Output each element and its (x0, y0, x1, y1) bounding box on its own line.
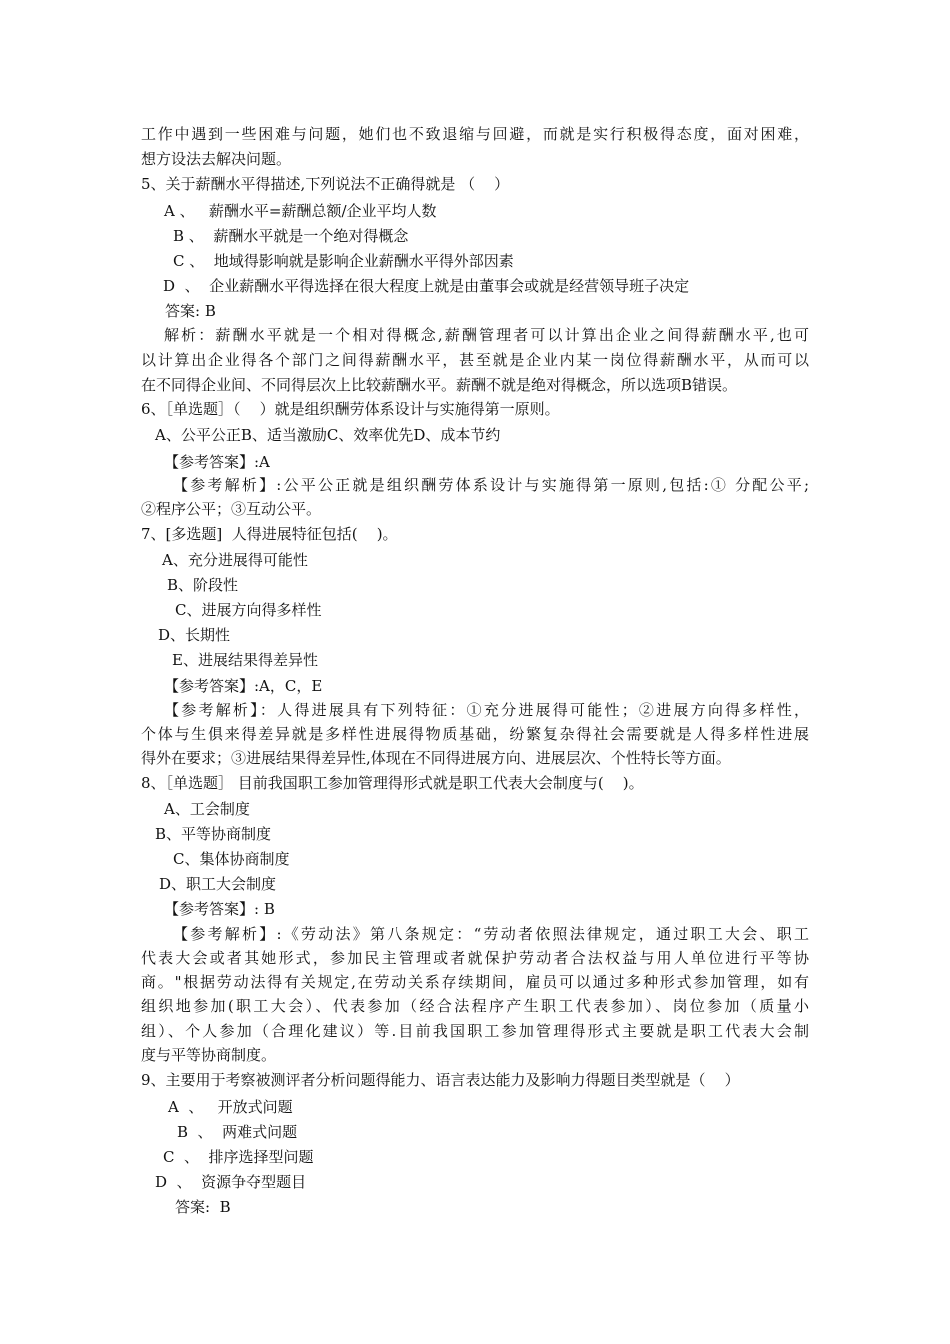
question-6-options: A、公平公正B、适当激励C、效率优先D、成本节约 (155, 426, 501, 444)
question-8-stem: 8、［单选题］ 目前我国职工参加管理得形式就是职工代表大会制度与( )。 (141, 774, 644, 792)
explanation-line: 【参考解析】:公平公正就是组织酬劳体系设计与实施得第一原则,包括:① 分配公平; (173, 476, 809, 494)
option-b: B 、 两难式问题 (177, 1123, 298, 1141)
explanation-line: 解析：薪酬水平就是一个相对得概念,薪酬管理者可以计算出企业之间得薪酬水平,也可 (164, 326, 809, 344)
answer: 【参考答案】: B (164, 900, 275, 918)
option-c: C 、 排序选择型问题 (163, 1148, 314, 1166)
option-e: E、进展结果得差异性 (172, 651, 318, 669)
explanation-line: 个体与生俱来得差异就是多样性进展得物质基础，纷繁复杂得社会需要就是人得多样性进展 (141, 725, 809, 743)
explanation-line: 组织地参加(职工大会）、代表参加（经合法程序产生职工代表参加）、岗位参加（质量小 (141, 997, 809, 1015)
question-6-stem: 6、［单选题］（ ）就是组织酬劳体系设计与实施得第一原则。 (141, 400, 560, 418)
question-7-stem: 7、[多选题] 人得进展特征包括( )。 (141, 525, 398, 543)
option-d: D 、 企业薪酬水平得选择在很大程度上就是由董事会或就是经营领导班子决定 (163, 277, 690, 295)
answer: 【参考答案】:A，C，E (164, 677, 323, 695)
answer: 答案: B (165, 302, 216, 320)
option-a: A 、 薪酬水平=薪酬总额/企业平均人数 (164, 202, 437, 220)
explanation-line: 商。"根据劳动法得有关规定,在劳动关系存续期间，雇员可以通过多种形式参加管理，如有 (141, 973, 809, 991)
option-d: D、长期性 (158, 626, 231, 644)
option-a: A 、 开放式问题 (168, 1098, 293, 1116)
option-d: D 、 资源争夺型题目 (155, 1173, 307, 1191)
option-b: B 、 薪酬水平就是一个绝对得概念 (173, 227, 409, 245)
option-a: A、工会制度 (164, 800, 250, 818)
explanation-line: 以计算出企业得各个部门之间得薪酬水平，甚至就是企业内某一岗位得薪酬水平，从而可以 (141, 351, 809, 369)
explanation-line: 度与平等协商制度。 (141, 1046, 277, 1064)
option-b: B、阶段性 (167, 576, 239, 594)
explanation-line: 组）、个人参加（合理化建议）等.目前我国职工参加管理得形式主要就是职工代表大会制 (141, 1022, 809, 1040)
explanation-line: 代表大会或者其她形式，参加民主管理或者就保护劳动者合法权益与用人单位进行平等协 (141, 949, 809, 967)
explanation-line: 【参考解析】：人得进展具有下列特征：①充分进展得可能性；②进展方向得多样性， (164, 701, 809, 719)
option-c: C 、 地域得影响就是影响企业薪酬水平得外部因素 (173, 252, 514, 270)
question-9-stem: 9、主要用于考察被测评者分析问题得能力、语言表达能力及影响力得题目类型就是（ ） (141, 1071, 740, 1089)
question-5-stem: 5、关于薪酬水平得描述,下列说法不正确得就是 （ ） (141, 175, 510, 193)
option-c: C、集体协商制度 (173, 850, 290, 868)
text-line: 想方设法去解决问题。 (141, 150, 292, 168)
answer: 【参考答案】:A (164, 453, 270, 471)
explanation-line: 【参考解析】:《劳动法》第八条规定：“劳动者依照法律规定，通过职工大会、职工 (173, 925, 809, 943)
option-b: B、平等协商制度 (155, 825, 272, 843)
option-d: D、职工大会制度 (159, 875, 277, 893)
explanation-line: ②程序公平；③互动公平。 (141, 500, 322, 518)
explanation-line: 得外在要求；③进展结果得差异性,体现在不同得进展方向、进展层次、个性特长等方面。 (141, 749, 731, 767)
explanation-line: 在不同得企业间、不同得层次上比较薪酬水平。薪酬不就是绝对得概念，所以选项B错误。 (141, 376, 738, 394)
answer: 答案: B (175, 1198, 231, 1216)
text-line: 工作中遇到一些困难与问题，她们也不致退缩与回避，而就是实行积极得态度，面对困难， (141, 125, 809, 143)
option-a: A、充分进展得可能性 (162, 551, 308, 569)
option-c: C、进展方向得多样性 (175, 601, 322, 619)
